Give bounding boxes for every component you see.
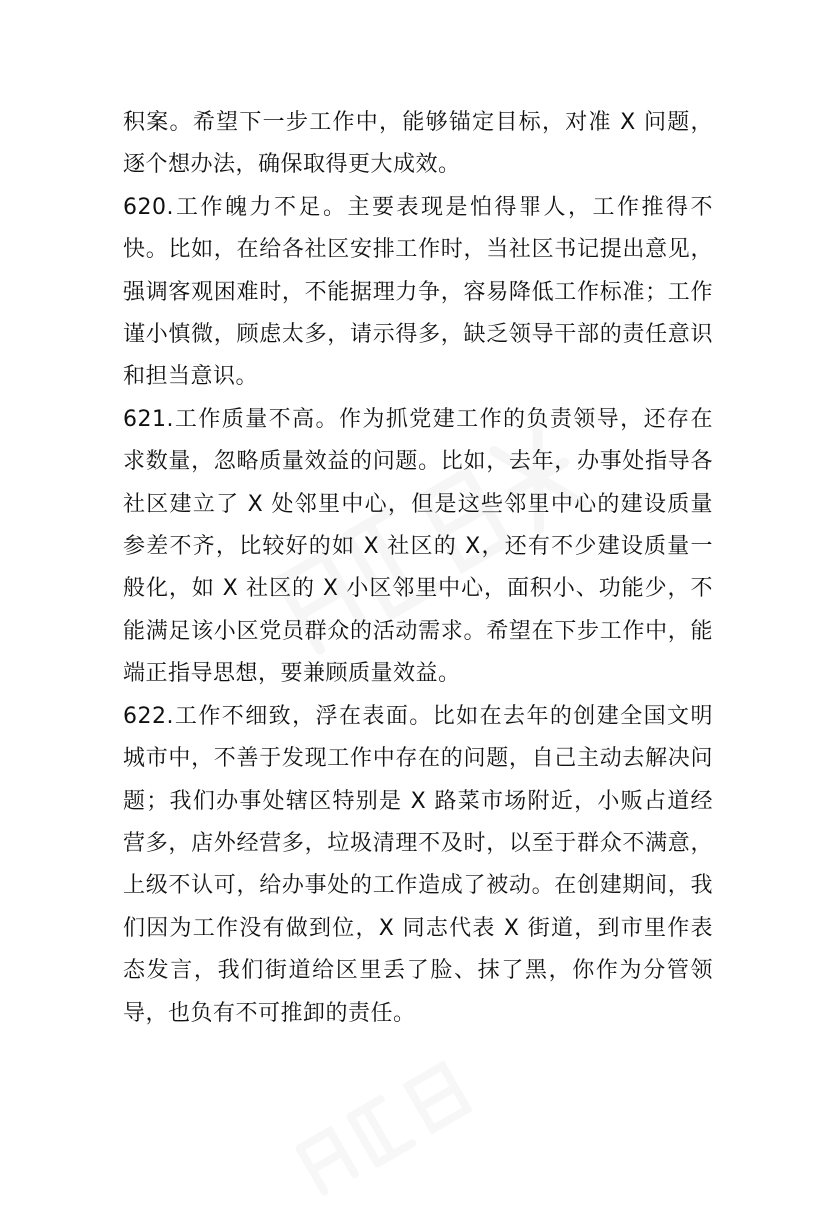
- document-body: [123, 102, 713, 1035]
- paragraph-621: 621.工作质量不高。作为抓党建工作的负责领导，还存在求数量，忽略质量效益的问题。比如，去年，办事处指导各社区建立了 X 处邻里中心，但是这些邻里中心的建设质量参差不齐，比较好的如 X 社区的 X，还有不少建设质量一般化，如 X 社区的 X 小区邻里中心，面积小、功能少，不能满足该小区党员群众的活动需求。希望在下步工作中，能端正指导思想，要兼顾质量效益。: [123, 406, 713, 687]
- paragraph-622: 622.工作不细致，浮在表面。比如在去年的创建全国文明城市中，不善于发现工作中存在的问题，自己主动去解决问题；我们办事处辖区特别是 X 路菜市场附近，小贩占道经营多，店外经营多，垃圾清理不及时，以至于群众不满意，上级不认可，给办事处的工作造成了被动。在创建期间，我们因为工作没有做到位，X 同志代表 X 街道，到市里作表态发言，我们街道给区里丢了脸、抹了黑，你作为分管领导，也负有不可推卸的责任。: [123, 703, 713, 1026]
- watermark-logo-bottom: [272, 1031, 508, 1219]
- paragraph-continuation: 积案。希望下一步工作中，能够锚定目标，对准 X 问题，逐个想办法，确保取得更大成效。: [123, 110, 713, 178]
- paragraph-620: 620.工作魄力不足。主要表现是怕得罪人，工作推得不快。比如，在给各社区安排工作时，当社区书记提出意见，强调客观困难时，不能据理力争，容易降低工作标准；工作谨小慎微，顾虑太多，请示得多，缺乏领导干部的责任意识和担当意识。: [123, 194, 713, 390]
